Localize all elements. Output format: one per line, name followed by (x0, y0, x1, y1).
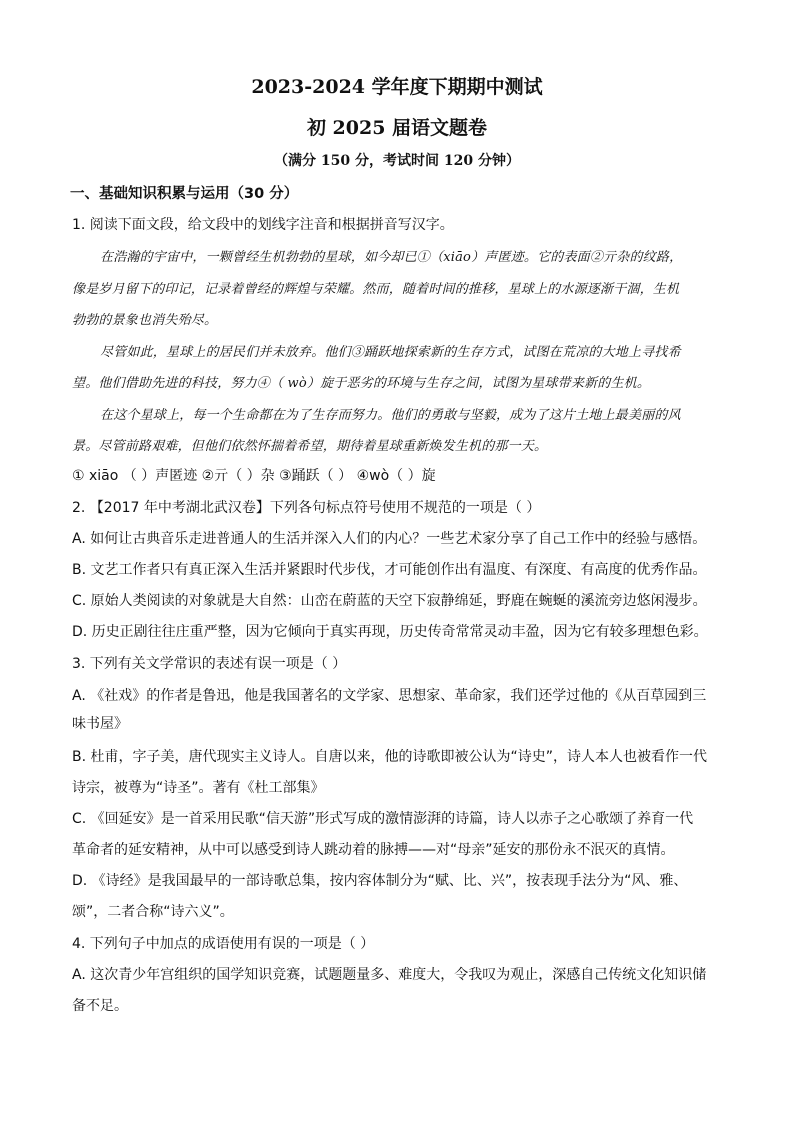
q1-passage-line: 在浩瀚的宇宙中，一颗曾经生机勃勃的星球，如今却已①（xiāo）声匿迹。它的表面②亓杂的纹路， (100, 250, 683, 265)
section-heading: 一、基础知识积累与运用（30 分） (70, 186, 299, 202)
q3-option-b-cont: 诗宗，被尊为“诗圣”。著有《杜工部集》 (72, 780, 325, 796)
exam-title: 2023-2024 学年度下期期中测试 (251, 76, 543, 98)
q1-passage-line: 尽管如此，星球上的居民们并未放弃。他们③踊跃地探索新的生存方式，试图在荒凉的大地上寻找希 (100, 345, 681, 360)
q3-option-b: B. 杜甫，字子美，唐代现实主义诗人。自唐以来，他的诗歌即被公认为“诗史”，诗人本人也被看作一代 (72, 749, 708, 765)
q3-option-d-cont: 颂”，二者合称“诗六义”。 (72, 904, 234, 920)
q3-option-a-cont: 味书屋》 (72, 716, 128, 732)
q3-stem: 3. 下列有关文学常识的表述有误一项是（ ） (72, 656, 347, 672)
q2-option-d: D. 历史正剧往往庄重严整，因为它倾向于真实再现，历史传奇常常灵动丰盈，因为它有较多理想色彩。 (72, 624, 708, 640)
q1-passage-line: 勃勃的景象也消失殆尽。 (72, 313, 218, 328)
q3-option-c-cont: 革命者的延安精神，从中可以感受到诗人跳动着的脉搏——对“母亲”延安的那份永不泯灭的真情。 (72, 842, 675, 858)
q1-stem: 1. 阅读下面文段，给文段中的划线字注音和根据拼音写汉字。 (72, 217, 454, 233)
q2-stem: 2. 【2017 年中考湖北武汉卷】下列各句标点符号使用不规范的一项是（ ） (72, 500, 541, 516)
exam-note: （满分 150 分，考试时间 120 分钟） (274, 153, 520, 169)
q1-passage-line: 望。他们借助先进的科技，努力④（ wò）旋于恶劣的环境与生存之间，试图为星球带来新的生机。 (72, 376, 651, 391)
q4-option-a: A. 这次青少年宫组织的国学知识竞赛，试题题量多、难度大，令我叹为观止，深感自己传统文化知识储 (72, 967, 707, 983)
q4-option-a-cont: 备不足。 (72, 998, 128, 1014)
q3-option-a: A. 《社戏》的作者是鲁迅，他是我国著名的文学家、思想家、革命家，我们还学过他的《从百草园到三 (72, 688, 707, 704)
q1-answer-blanks: ① xiāo （ ）声匿迹 ②亓（ ）杂 ③踊跃（ ） ④wò（ ）旋 (72, 468, 436, 484)
q1-passage-line: 像是岁月留下的印记，记录着曾经的辉煌与荣耀。然而，随着时间的推移，星球上的水源逐渐干涸，生机 (72, 282, 680, 297)
q2-option-a: A. 如何让古典音乐走进普通人的生活并深入人们的内心？一些艺术家分享了自己工作中的经验与感悟。 (72, 531, 707, 547)
q3-option-d: D. 《诗经》是我国最早的一部诗歌总集，按内容体制分为“赋、比、兴”，按表现手法分为“风、雅、 (72, 873, 688, 889)
q2-option-c: C. 原始人类阅读的对象就是大自然：山峦在蔚蓝的天空下寂静绵延，野鹿在蜿蜒的溪流旁边悠闲漫步。 (72, 593, 707, 609)
q3-option-c: C. 《回延安》是一首采用民歌“信天游”形式写成的激情澎湃的诗篇，诗人以赤子之心歌颂了养育一代 (72, 811, 694, 827)
q4-stem: 4. 下列句子中加点的成语使用有误的一项是（ ） (72, 936, 375, 952)
q2-option-b: B. 文艺工作者只有真正深入生活并紧跟时代步伐，才可能创作出有温度、有深度、有高度的优秀作品。 (72, 562, 707, 578)
q1-passage-line: 在这个星球上，每一个生命都在为了生存而努力。他们的勇敢与坚毅，成为了这片土地上最美丽的风 (100, 408, 681, 423)
q1-passage-line: 景。尽管前路艰难，但他们依然怀揣着希望，期待着星球重新焕发生机的那一天。 (72, 439, 548, 454)
exam-course-title: 初 2025 届语文题卷 (306, 117, 488, 139)
